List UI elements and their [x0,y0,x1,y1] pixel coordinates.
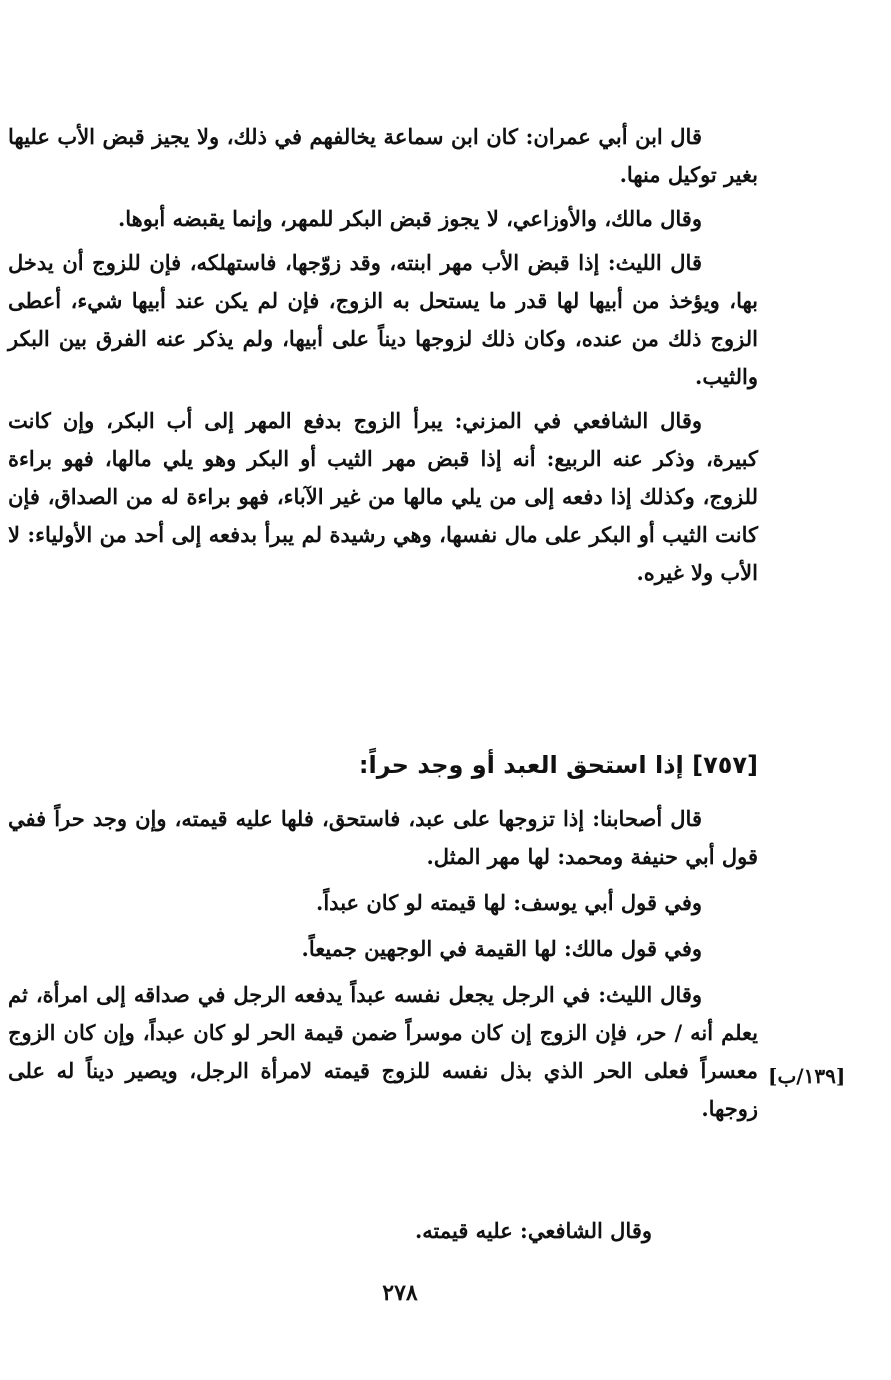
paragraph-malik-awzai: وقال مالك، والأوزاعي، لا يجوز قبض البكر للمهر، وإنما يقبضه أبوها. [117,206,702,231]
section-heading [8,745,758,785]
shafii-qima-text: وقال الشافعي: عليه قيمته. [414,1218,652,1243]
page-number: ٢٧٨ [382,1280,418,1306]
paragraph-laith: قال الليث: إذا قبض الأب مهر ابنته، وقد زوّجها، فاستهلكه، فإن للزوج أن يدخل بها، ويؤخذ من أبيها لها قدر ما يستحل به الزوج، فإن لم يكن عند أبيها شيء، أعطى الزوج ذلك من عنده، وكان ذلك لزوجها ديناً على أبيها، ولم يذكر عنه الفرق بين البكر والثيب. [8,250,758,389]
top-text-block [8,118,758,592]
paragraph-shafii-qima [8,1212,708,1250]
bottom-text-block [8,800,758,1128]
paragraph-shafii-muzani: وقال الشافعي في المزني: يبرأ الزوج بدفع المهر إلى أب البكر، وإن كانت كبيرة، وذكر عنه الربيع: أنه إذا قبض مهر الثيب أو البكر وهو يلي مالها، فهو براءة للزوج، وكذلك إذا دفعه إلى من يلي مالها من غير الآباء، فهو براءة له من الصداق، فإن كانت الثيب أو البكر على مال نفسها، وهي رشيدة لم يبرأ بدفعه إلى أحد من الأولياء: لا الأب ولا غيره. [8,408,758,585]
folio-margin-note: [١٣٩/ب] [768,1064,846,1088]
section-number: [٧٥٧] [692,751,758,779]
paragraph-laith-hurr: وقال الليث: في الرجل يجعل نفسه عبداً يدفعه الرجل في صداقه إلى امرأة، ثم يعلم أنه / حر، فإن الزوج إن كان موسراً ضمن قيمة الحر لو كان عبداً، وإن كان الزوج معسراً فعلى الحر الذي بذل نفسه للزوج قيمته لامرأة الرجل، ويصير ديناً له على زوجها. [8,982,758,1121]
paragraph-ibn-abi-imran: قال ابن أبي عمران: كان ابن سماعة يخالفهم في ذلك، ولا يجيز قبض الأب عليها بغير توكيل منها. [8,124,758,187]
section-title: إذا استحق العبد أو وجد حراً: [358,751,684,779]
paragraph-ashabuna: قال أصحابنا: إذا تزوجها على عبد، فاستحق، فلها عليه قيمته، وإن وجد حراً ففي قول أبي حنيفة ومحمد: لها مهر المثل. [8,806,758,869]
paragraph-abu-yusuf: وفي قول أبي يوسف: لها قيمته لو كان عبداً. [316,890,702,915]
paragraph-malik-qima: وفي قول مالك: لها القيمة في الوجهين جميعاً. [301,936,702,961]
